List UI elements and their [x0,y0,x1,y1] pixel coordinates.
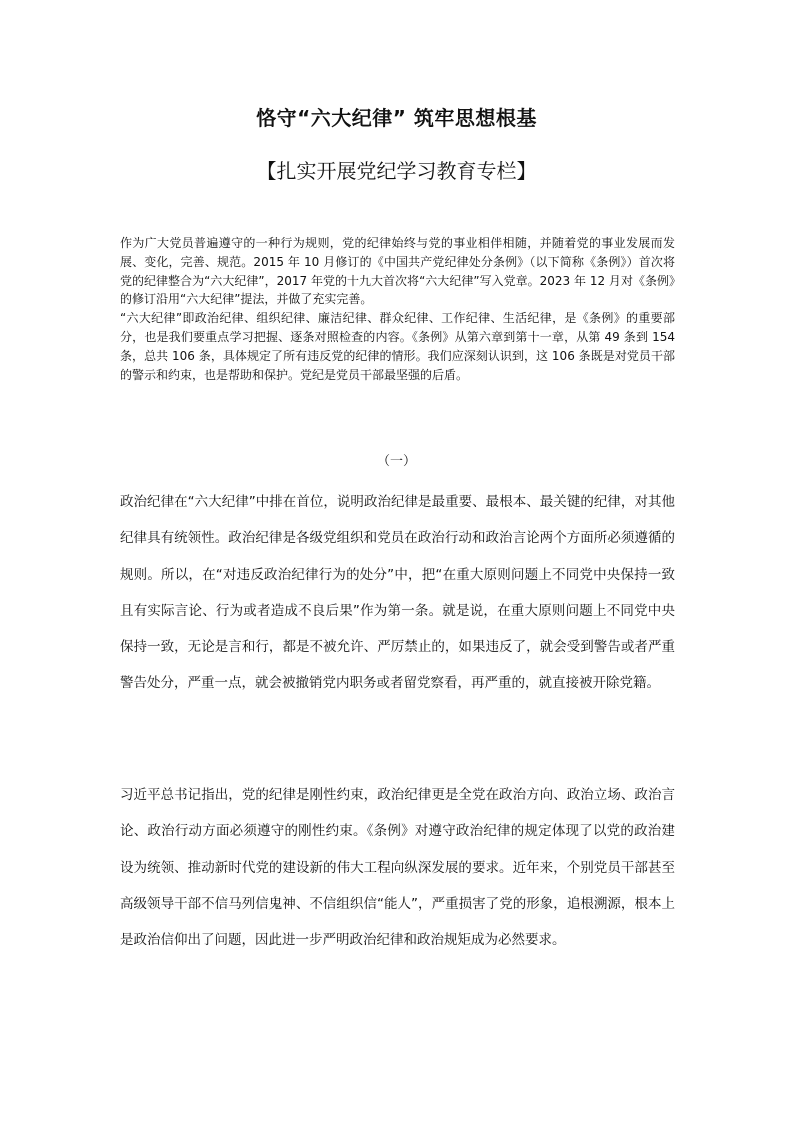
intro-paragraph: 作为广大党员普遍遵守的一种行为规则，党的纪律始终与党的事业相伴相随，并随着党的事业发展而发展、变化，完善、规范。2015 年 10 月修订的《中国共产党纪律处分条例》（以下简称《条例》）首次将党的纪律整合为“六大纪律”，2017 年党的十九大首次将“六大纪律”写入党章。2023 年 12 月对《条例》的修订沿用“六大纪律”提法，并做了充实完善。 [120,236,675,307]
page-title: 恪守“六大纪律” 筑牢思想根基 [256,106,537,130]
page-subtitle: 【扎实开展党纪学习教育专栏】 [256,159,537,183]
body-section [120,484,675,702]
body-paragraph: 政治纪律在“六大纪律”中排在首位，说明政治纪律是最重要、最根本、最关键的纪律，对其他纪律具有统领性。政治纪律是各级党组织和党员在政治行动和政治言论两个方面所必须遵循的规则。所以，在“对违反政治纪律行为的处分”中，把“在重大原则问题上不同党中央保持一致且有实际言论、行为或者造成不良后果”作为第一条。就是说，在重大原则问题上不同党中央保持一致，无论是言和行，都是不被允许、严厉禁止的，如果违反了，就会受到警告或者严重警告处分，严重一点，就会被撤销党内职务或者留党察看，再严重的，就直接被开除党籍。 [120,494,675,692]
section-heading: （一） [376,454,416,469]
intro-section [120,234,675,384]
body-paragraph: 习近平总书记指出，党的纪律是刚性约束，政治纪律更是全党在政治方向、政治立场、政治言论、政治行动方面必须遵守的刚性约束。《条例》对遵守政治纪律的规定体现了以党的政治建设为统领、推动新时代党的建设新的伟大工程向纵深发展的要求。近年来，个别党员干部甚至高级领导干部不信马列信鬼神、不信组织信“能人”，严重损害了党的形象，追根溯源，根本上是政治信仰出了问题，因此进一步严明政治纪律和政治规矩成为必然要求。 [120,787,675,949]
body-section [120,777,675,958]
intro-paragraph: “六大纪律”即政治纪律、组织纪律、廉洁纪律、群众纪律、工作纪律、生活纪律，是《条例》的重要部分，也是我们要重点学习把握、逐条对照检查的内容。《条例》从第六章到第十一章，从第 49 条到 154 条，总共 106 条，具体规定了所有违反党的纪律的情形。我们应深刻认识到，这 106 条既是对党员干部的警示和约束，也是帮助和保护。党纪是党员干部最坚强的后盾。 [120,311,675,382]
